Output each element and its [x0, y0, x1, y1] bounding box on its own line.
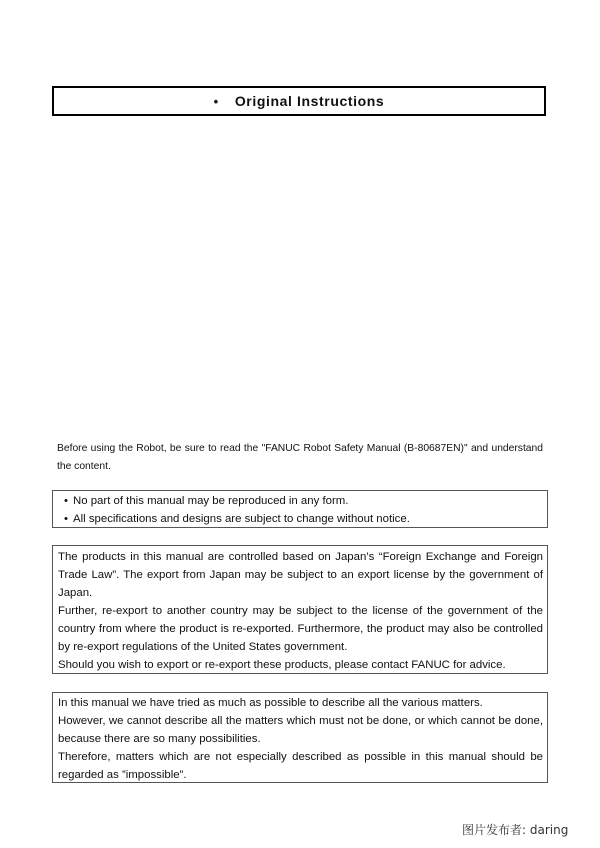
disclaimer-box: [52, 692, 548, 783]
export-paragraph: The products in this manual are controlled based on Japan’s “Foreign Exchange and Foreign Trade Law”. The export from Japan may be subject to an export license by the government of Japan.: [58, 551, 543, 599]
safety-manual-intro: Before using the Robot, be sure to read the "FANUC Robot Safety Manual (B-80687EN)" and understand the content.: [57, 443, 543, 472]
export-paragraph: Further, re-export to another country may be subject to the license of the government of the country from where the product is re-exported. Furthermore, the product may also be controlled by re-export regulations of the United States government.: [58, 605, 543, 653]
notice-item-text: No part of this manual may be reproduced in any form.: [73, 495, 349, 507]
disclaimer-paragraph: In this manual we have tried as much as possible to describe all the various matters.: [58, 697, 483, 709]
disclaimer-paragraph: Therefore, matters which are not especially described as possible in this manual should be regarded as ”impossible”.: [58, 751, 543, 781]
notice-item: [64, 510, 539, 528]
export-paragraph: Should you wish to export or re-export these products, please contact FANUC for advice.: [58, 659, 506, 671]
original-instructions-banner: [52, 86, 546, 116]
title-bullet: •: [213, 93, 219, 109]
notice-item: [64, 492, 539, 510]
notice-item-text: All specifications and designs are subject to change without notice.: [73, 513, 410, 525]
bullet-icon: •: [64, 513, 68, 525]
reproduction-notice-box: [52, 490, 548, 528]
export-control-box: [52, 545, 548, 674]
disclaimer-paragraph: However, we cannot describe all the matters which must not be done, or which cannot be done, because there are so many possibilities.: [58, 715, 543, 745]
page-title: Original Instructions: [234, 93, 385, 109]
bullet-icon: •: [64, 495, 68, 507]
publisher-watermark: 图片发布者: daring: [462, 823, 569, 837]
